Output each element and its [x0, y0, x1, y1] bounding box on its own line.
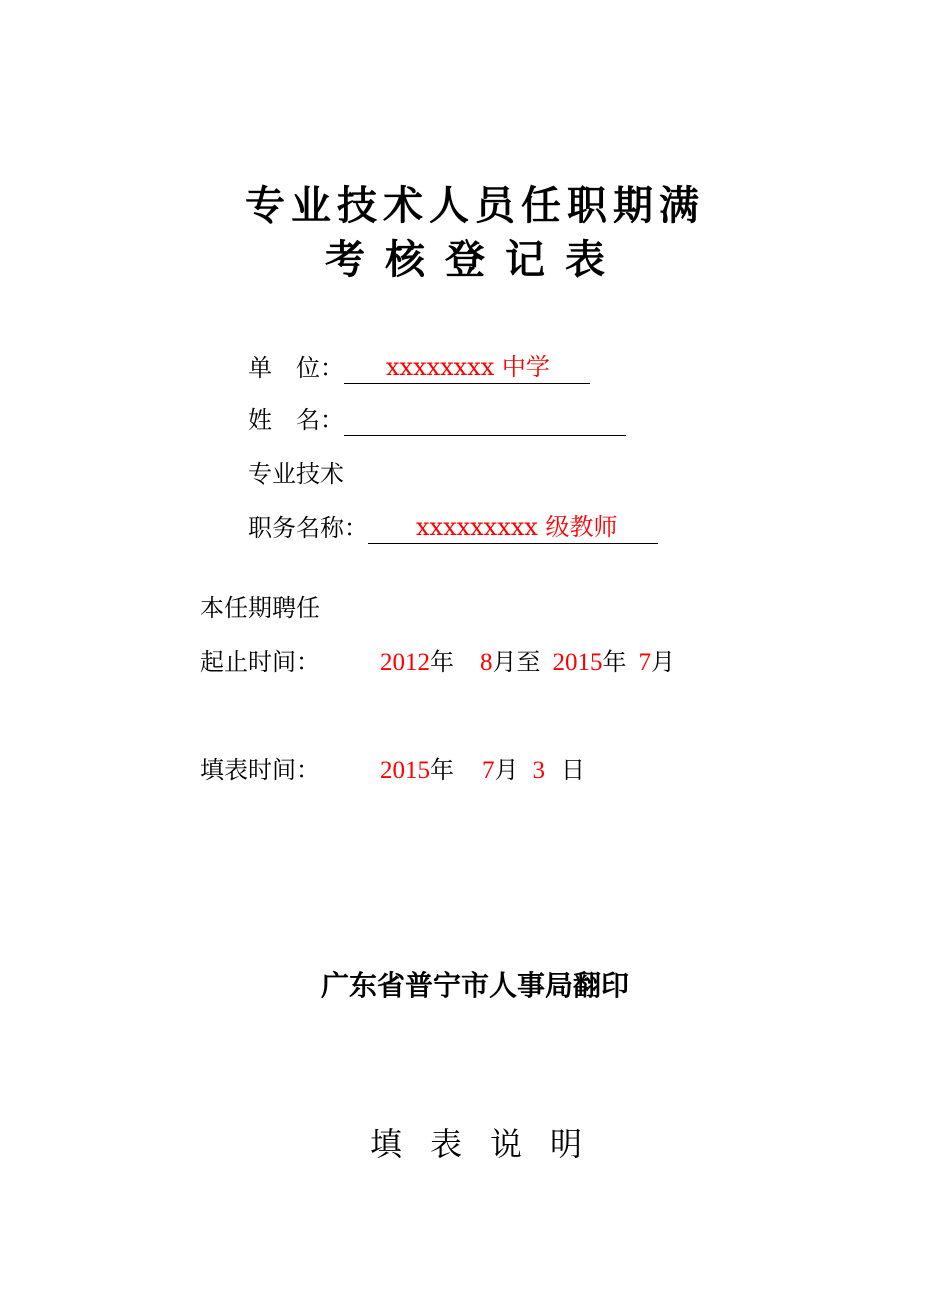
- unit-label: 单 位：: [248, 354, 344, 382]
- fill-date-day[interactable]: 3: [532, 757, 545, 784]
- term-start-year[interactable]: 2012: [380, 649, 430, 676]
- term-year-unit-2: 年: [602, 648, 627, 676]
- fill-date-month-unit: 月: [494, 756, 519, 784]
- term-end-month[interactable]: 7: [638, 649, 651, 676]
- fill-date-row: [200, 754, 320, 786]
- term-end-year[interactable]: 2015: [552, 649, 603, 676]
- title-row: [248, 512, 658, 544]
- form-title-line2: 考核登记表: [325, 237, 625, 283]
- title-value: xxxxxxxxx 级教师: [416, 513, 618, 541]
- term-month-unit: 月: [651, 648, 675, 676]
- instructions-heading: 填表说明: [369, 1125, 610, 1163]
- term-start-month[interactable]: 8: [480, 649, 493, 676]
- unit-value: xxxxxxxx 中学: [386, 353, 550, 381]
- form-title-line1: 专业技术人员任职期满: [245, 183, 705, 229]
- title-field[interactable]: [368, 513, 658, 544]
- name-label: 姓 名：: [248, 406, 344, 434]
- fill-date-month[interactable]: 7: [482, 757, 495, 784]
- title-label-line1-row: [248, 458, 344, 490]
- title-label-line2: 职务名称：: [248, 514, 368, 542]
- term-year-unit: 年: [430, 648, 454, 676]
- unit-field[interactable]: [344, 353, 590, 384]
- fill-date-year[interactable]: 2015: [380, 757, 430, 784]
- term-dates: [380, 646, 675, 679]
- fill-date-label: 填表时间：: [200, 756, 320, 784]
- term-label-line2: 起止时间：: [200, 648, 320, 676]
- unit-row: [248, 352, 590, 384]
- term-to-text: 月至: [492, 648, 541, 676]
- term-row: [200, 646, 320, 678]
- fill-date-year-unit: 年: [430, 756, 454, 784]
- term-label-line1-row: [200, 592, 320, 624]
- term-label-line1: 本任期聘任: [200, 594, 320, 622]
- name-row: [248, 404, 626, 436]
- fill-date-day-unit: 日: [561, 756, 585, 784]
- title-label-line1: 专业技术: [248, 460, 344, 488]
- name-field[interactable]: [344, 405, 626, 436]
- fill-date-values: [380, 754, 585, 787]
- printing-organization: 广东省普宁市人事局翻印: [320, 969, 629, 1002]
